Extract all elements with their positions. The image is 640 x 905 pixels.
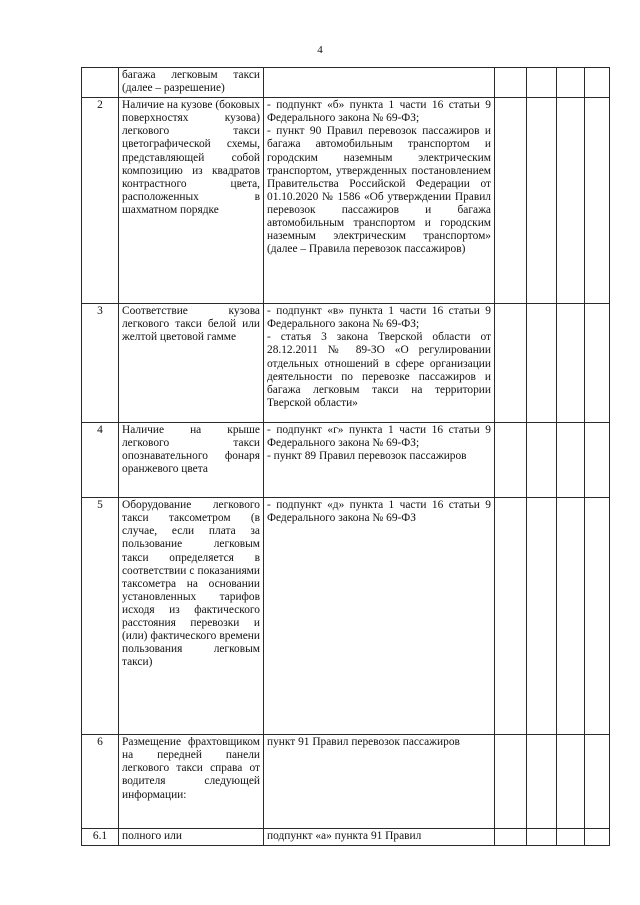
- empty-cell: [495, 98, 527, 304]
- requirement-cell: Наличие на кузове (боковых поверхностях кузова) легкового такси цветографической схемы, представляющей собой композицию из квадратов контрастного цвета, расположенных в шахматном порядке: [119, 98, 264, 304]
- empty-cell: [585, 423, 610, 498]
- empty-cell: [557, 423, 585, 498]
- empty-cell: [495, 304, 527, 423]
- table-row: [82, 735, 610, 829]
- empty-cell: [585, 68, 610, 98]
- table-row: [82, 304, 610, 423]
- requirement-cell: Размещение фрахтовщиком на передней панели легкового такси справа от водителя следующей информации:: [119, 735, 264, 829]
- row-number: 6: [82, 735, 119, 829]
- requirement-cell: багажа легковым такси (далее – разрешение): [119, 68, 264, 98]
- source-cell: [264, 68, 495, 98]
- table-row: [82, 98, 610, 304]
- empty-cell: [585, 304, 610, 423]
- empty-cell: [495, 68, 527, 98]
- row-number: 4: [82, 423, 119, 498]
- row-number: 6.1: [82, 829, 119, 846]
- source-cell: подпункт «а» пункта 91 Правил: [264, 829, 495, 846]
- requirements-table: [81, 67, 610, 846]
- table-row: [82, 423, 610, 498]
- row-number: 3: [82, 304, 119, 423]
- empty-cell: [585, 735, 610, 829]
- source-cell: - подпункт «г» пункта 1 части 16 статьи 9 Федерального закона № 69-ФЗ; - пункт 89 Правил перевозок пассажиров: [264, 423, 495, 498]
- empty-cell: [585, 98, 610, 304]
- empty-cell: [527, 735, 557, 829]
- empty-cell: [557, 98, 585, 304]
- empty-cell: [527, 68, 557, 98]
- table-row: [82, 829, 610, 846]
- empty-cell: [495, 735, 527, 829]
- row-number: 2: [82, 98, 119, 304]
- empty-cell: [527, 98, 557, 304]
- requirement-cell: Наличие на крыше легкового такси опознавательного фонаря оранжевого цвета: [119, 423, 264, 498]
- empty-cell: [527, 304, 557, 423]
- row-number: 5: [82, 498, 119, 735]
- empty-cell: [527, 829, 557, 846]
- empty-cell: [557, 68, 585, 98]
- source-cell: - подпункт «д» пункта 1 части 16 статьи 9 Федерального закона № 69-ФЗ: [264, 498, 495, 735]
- table-row: [82, 498, 610, 735]
- page-number: 4: [317, 44, 323, 56]
- table-row: [82, 68, 610, 98]
- empty-cell: [557, 498, 585, 735]
- source-cell: - подпункт «в» пункта 1 части 16 статьи 9 Федерального закона № 69-ФЗ; - статья 3 закона Тверской области от 28.12.2011 № 89-ЗО «О регулировании отдельных отношений в сфере организации деятельности по перевозке пассажиров и багажа легковым такси на территории Тверской области»: [264, 304, 495, 423]
- empty-cell: [557, 735, 585, 829]
- empty-cell: [557, 829, 585, 846]
- requirement-cell: Соответствие кузова легкового такси белой или желтой цветовой гамме: [119, 304, 264, 423]
- source-cell: - подпункт «б» пункта 1 части 16 статьи 9 Федерального закона № 69-ФЗ; - пункт 90 Правил перевозок пассажиров и багажа автомобильным транспортом и городским наземным электрическим транспортом, утвержденных постановлением Правительства Российской Федерации от 01.10.2020 № 1586 «Об утверждении Правил перевозок пассажиров и багажа автомобильным транспортом и городским наземным электрическим транспортом» (далее – Правила перевозок пассажиров): [264, 98, 495, 304]
- requirement-cell: полного или: [119, 829, 264, 846]
- empty-cell: [527, 498, 557, 735]
- empty-cell: [527, 423, 557, 498]
- empty-cell: [585, 829, 610, 846]
- row-number: [82, 68, 119, 98]
- empty-cell: [495, 423, 527, 498]
- source-cell: пункт 91 Правил перевозок пассажиров: [264, 735, 495, 829]
- empty-cell: [495, 829, 527, 846]
- empty-cell: [585, 498, 610, 735]
- empty-cell: [557, 304, 585, 423]
- empty-cell: [495, 498, 527, 735]
- requirement-cell: Оборудование легкового такси таксометром (в случае, если плата за пользование легковым такси определяется в соответствии с показаниями таксометра на основании установленных тарифов исходя из фактического расстояния перевозки и (или) фактического времени пользования легковым такси): [119, 498, 264, 735]
